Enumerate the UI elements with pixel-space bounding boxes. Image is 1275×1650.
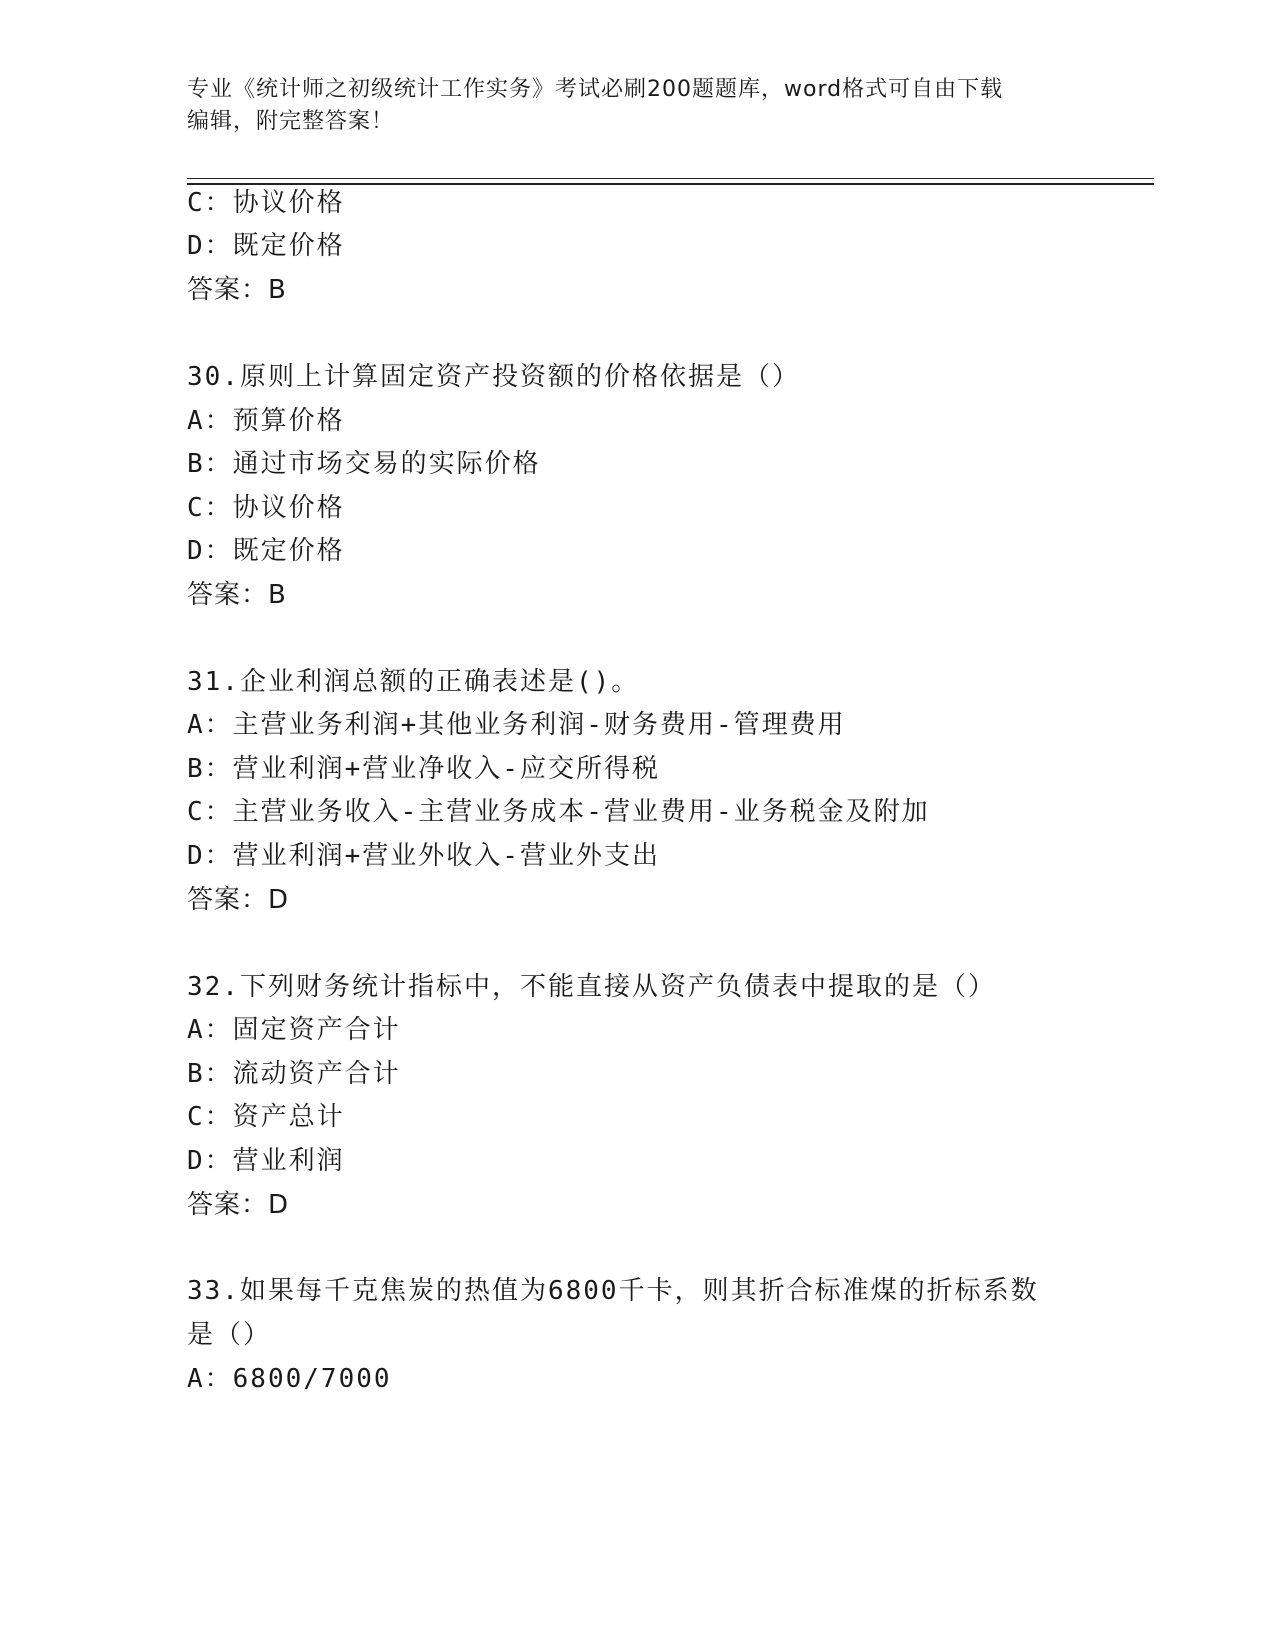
document-header	[187, 74, 1067, 138]
option-c: C：协议价格	[187, 493, 345, 523]
option-a: A：主营业务利润+其他业务利润-财务费用-管理费用	[187, 710, 846, 740]
question-stem: 31.企业利润总额的正确表述是()。	[187, 667, 640, 697]
option-a: A：固定资产合计	[187, 1015, 401, 1045]
answer: 答案：D	[187, 885, 290, 915]
option-d: D：营业利润	[187, 1146, 345, 1176]
answer: 答案：D	[187, 1190, 290, 1220]
option-b: B：流动资产合计	[187, 1059, 401, 1089]
option-a: A：6800/7000	[187, 1364, 392, 1394]
option-d: D：营业利润+营业外收入-营业外支出	[187, 841, 660, 871]
answer: 答案：B	[187, 580, 287, 610]
option-c: C：协议价格	[187, 188, 345, 218]
option-d: D：既定价格	[187, 536, 345, 566]
question-stem: 30.原则上计算固定资产投资额的价格依据是（）	[187, 362, 800, 392]
question-stem-continued: 是（）	[187, 1320, 272, 1350]
header-divider-thin	[187, 178, 1154, 179]
option-c: C：资产总计	[187, 1102, 345, 1132]
option-b: B：营业利润+营业净收入-应交所得税	[187, 754, 660, 784]
header-line-1: 专业《统计师之初级统计工作实务》考试必刷200题题库，word格式可自由下载	[187, 77, 1004, 102]
option-d: D：既定价格	[187, 231, 345, 261]
header-divider-thick	[187, 183, 1154, 185]
question-stem: 33.如果每千克焦炭的热值为6800千卡，则其折合标准煤的折标系数	[187, 1276, 1039, 1306]
option-c: C：主营业务收入-主营业务成本-营业费用-业务税金及附加	[187, 797, 930, 827]
question-stem: 32.下列财务统计指标中，不能直接从资产负债表中提取的是（）	[187, 972, 996, 1002]
header-line-2: 编辑，附完整答案！	[187, 109, 395, 134]
answer: 答案：B	[187, 275, 287, 305]
option-a: A：预算价格	[187, 406, 345, 436]
option-b: B：通过市场交易的实际价格	[187, 449, 541, 479]
